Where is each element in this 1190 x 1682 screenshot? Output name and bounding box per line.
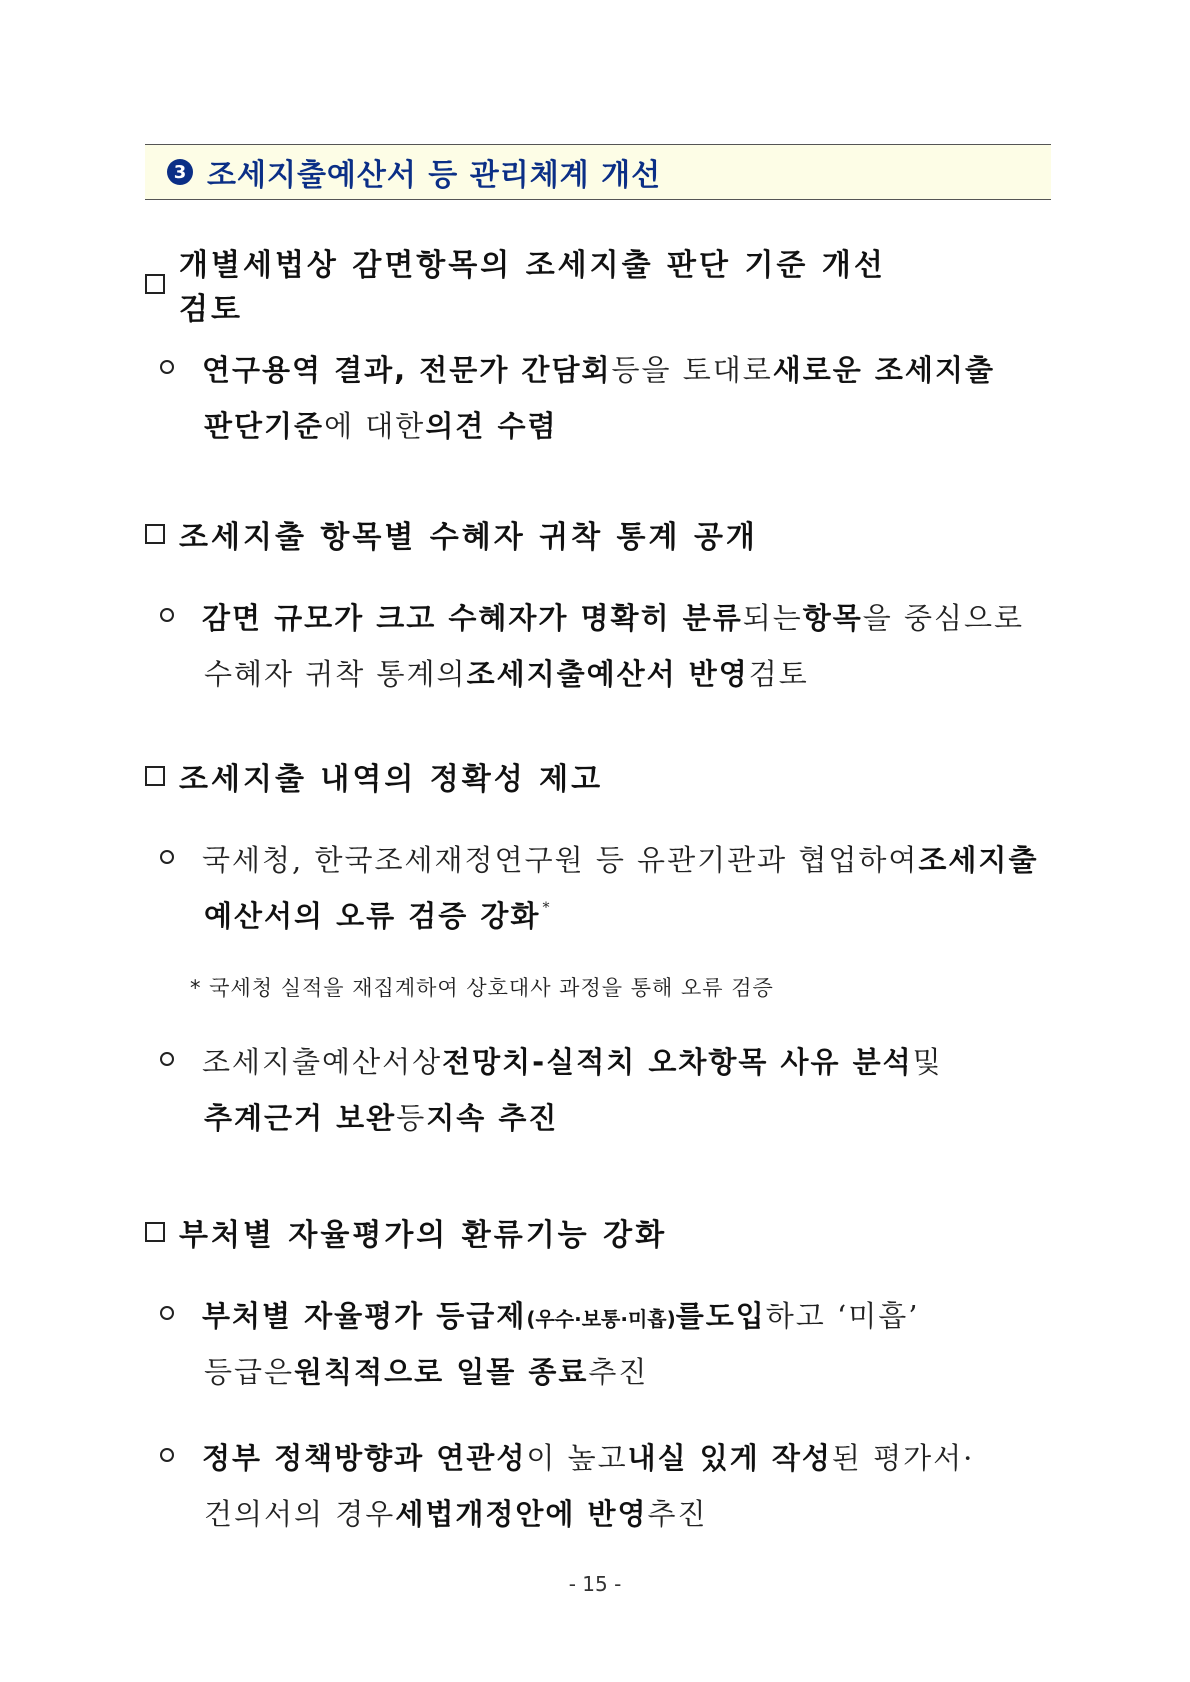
item-heading: 조세지출 항목별 수혜자 귀착 통계 공개	[145, 512, 895, 556]
section-header	[145, 144, 1051, 200]
bullet-item: 감면 규모가 크고 수혜자가 명확히 분류 되는 항목 을 중심으로 수혜자 귀착 통계의 조세지출예산서 반영 검토	[160, 596, 1060, 708]
item-heading: 조세지출 내역의 정확성 제고	[145, 754, 895, 798]
bullet-item: 조세지출예산서상 전망치-실적치 오차항목 사유 분석 및 추계근거 보완 등 지속 추진	[160, 1040, 1060, 1152]
page-number: - 15 -	[568, 1572, 622, 1596]
square-bullet-icon	[145, 524, 165, 544]
circle-bullet-icon	[160, 608, 174, 622]
bullet-item: 정부 정책방향과 연관성 이 높고 내실 있게 작성 된 평가서· 건의서의 경우 세법개정안에 반영 추진	[160, 1436, 1060, 1548]
item-heading: 부처별 자율평가의 환류기능 강화	[145, 1210, 895, 1254]
footnote: * 국세청 실적을 재집계하여 상호대사 과정을 통해 오류 검증	[190, 976, 774, 1000]
square-bullet-icon	[145, 1222, 165, 1242]
bullet-item: 부처별 자율평가 등급제 (우수·보통·미흡) 를 도입 하고 ‘미흡’ 등급은 원칙적으로 일몰 종료 추진	[160, 1294, 1060, 1406]
item-heading: 개별세법상 감면항목의 조세지출 판단 기준 개선 검토	[145, 262, 895, 306]
circle-bullet-icon	[160, 850, 174, 864]
bullet-item: 연구용역 결과, 전문가 간담회 등을 토대로 새로운 조세지출 판단기준 에 대한 의견 수렴	[160, 348, 1060, 460]
section-number-badge: 3	[167, 159, 193, 185]
circle-bullet-icon	[160, 1306, 174, 1320]
square-bullet-icon	[145, 766, 165, 786]
bullet-item: 국세청, 한국조세재정연구원 등 유관기관과 협업하여 조세지출 예산서의 오류 검증 강화 *	[160, 838, 1060, 950]
circle-bullet-icon	[160, 1052, 174, 1066]
square-bullet-icon	[145, 274, 165, 294]
circle-bullet-icon	[160, 1448, 174, 1462]
section-title: 조세지출예산서 등 관리체계 개선	[207, 158, 662, 193]
circle-bullet-icon	[160, 360, 174, 374]
